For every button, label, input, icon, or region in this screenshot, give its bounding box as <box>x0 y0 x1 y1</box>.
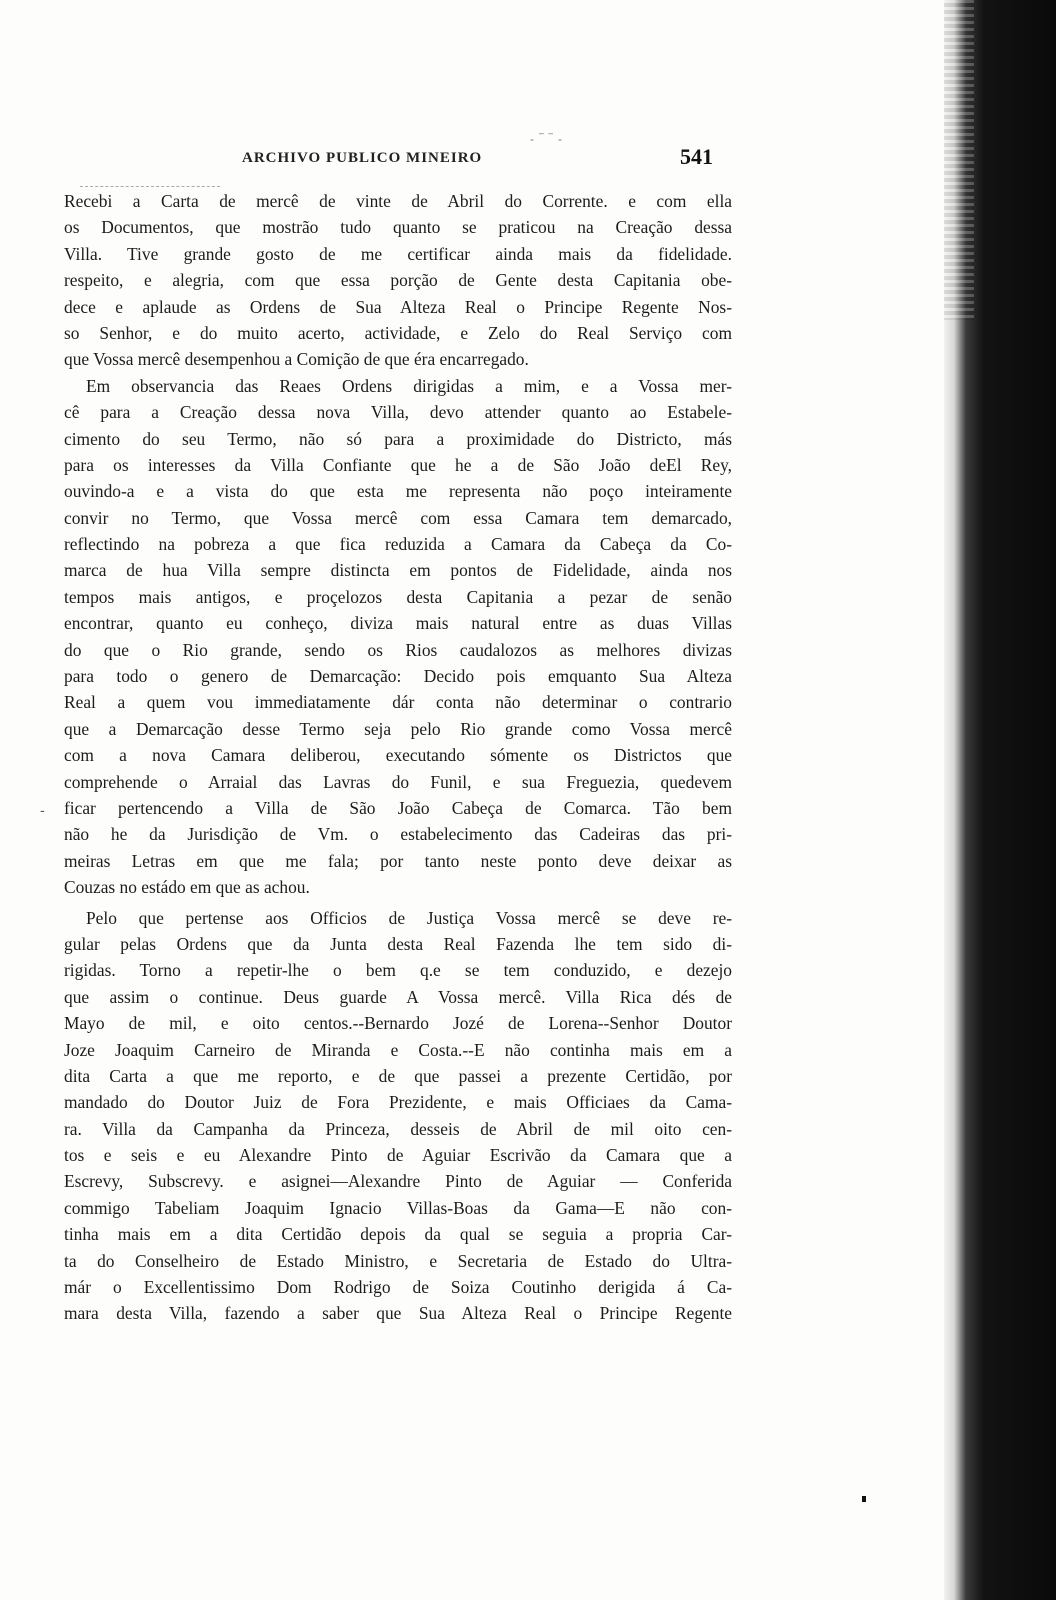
text-line: do que o Rio grande, sendo os Rios caudalozos as melhores divizas <box>64 639 732 660</box>
text-line: Joze Joaquim Carneiro de Miranda e Costa.--E não continha mais em a <box>64 1039 732 1060</box>
text-line: cimento do seu Termo, não só para a proximidade do Districto, más <box>64 428 732 449</box>
text-line: rigidas. Torno a repetir-lhe o bem q.e se tem conduzido, e dezejo <box>64 960 732 981</box>
text-line: meiras Letras em que me fala; por tanto neste ponto deve deixar as <box>64 850 732 871</box>
text-line: Couzas no estádo em que as achou. <box>64 877 310 898</box>
text-line: tinha mais em a dita Certidão depois da qual se seguia a propria Car- <box>64 1224 732 1245</box>
text-line: tos e seis e eu Alexandre Pinto de Aguiar Escrivão da Camara que a <box>64 1145 732 1166</box>
text-line: ficar pertencendo a Villa de São João Cabeça de Comarca. Tão bem <box>64 797 732 818</box>
text-line: so Senhor, e do muito acerto, actividade, e Zelo do Real Serviço com <box>64 322 732 343</box>
header-smudge-mark: - ‾ ‾ - <box>530 132 563 146</box>
text-line: Recebi a Carta de mercê de vinte de Abril do Corrente. e com ella <box>64 191 732 211</box>
text-line: para os interesses da Villa Confiante que he a de São João deEl Rey, <box>64 454 732 475</box>
stray-ink-mark <box>862 1496 866 1502</box>
text-line: már o Excellentissimo Dom Rodrigo de Soiza Coutinho derigida á Ca- <box>64 1277 732 1298</box>
text-line: cê para a Creação dessa nova Villa, devo attender quanto ao Estabele- <box>64 402 732 423</box>
text-line: Em observancia das Reaes Ordens dirigidas a mim, e a Vossa mer- <box>86 375 732 396</box>
running-title: ARCHIVO PUBLICO MINEIRO <box>242 150 483 166</box>
text-line: convir no Termo, que Vossa mercê com essa Camara tem demarcado, <box>64 507 732 528</box>
text-line: dece e aplaude as Ordens de Sua Alteza Real o Principe Regente Nos- <box>64 296 732 317</box>
text-line: Pelo que pertense aos Officios de Justiça Vossa mercê se deve re- <box>86 907 732 928</box>
text-line: que a Demarcação desse Termo seja pelo Rio grande como Vossa mercê <box>64 718 732 739</box>
text-line: Mayo de mil, e oito centos.--Bernardo Jozé de Lorena--Senhor Doutor <box>64 1013 732 1034</box>
text-line: ouvindo-a e a vista do que esta me representa não poço inteiramente <box>64 481 732 502</box>
text-line: mara desta Villa, fazendo a saber que Sua Alteza Real o Principe Regente <box>64 1303 732 1324</box>
text-line: que assim o continue. Deus guarde A Vossa mercê. Villa Rica dés de <box>64 986 732 1007</box>
text-line: para todo o genero de Demarcação: Decido pois emquanto Sua Alteza <box>64 666 732 687</box>
text-line: Real a quem vou immediatamente dár conta não determinar o contrario <box>64 692 732 713</box>
text-line: respeito, e alegria, com que essa porção de Gente desta Capitania obe- <box>64 270 732 291</box>
text-line: marca de hua Villa sempre distincta em pontos de Fidelidade, ainda nos <box>64 560 732 581</box>
page-number: 541 <box>680 144 713 169</box>
text-line: encontrar, quanto eu conheço, diviza mais natural entre as duas Villas <box>64 613 732 634</box>
text-line: reflectindo na pobreza a que fica reduzida a Camara da Cabeça da Co- <box>64 534 732 555</box>
text-line: que Vossa mercê desempenhou a Comição de que éra encarregado. <box>64 349 529 370</box>
text-line: tempos mais antigos, e proçelozos desta Capitania a pezar de senão <box>64 586 732 607</box>
text-line: com a nova Camara deliberou, executando sómente os Districtos que <box>64 745 732 766</box>
header-rule <box>80 186 220 187</box>
text-line: ra. Villa da Campanha da Princeza, desseis de Abril de mil oito cen- <box>64 1118 732 1139</box>
text-line: gular pelas Ordens que da Junta desta Real Fazenda lhe tem sido di- <box>64 933 732 954</box>
margin-mark: - <box>40 802 45 818</box>
binding-shadow-texture <box>944 0 974 320</box>
text-line: comprehende o Arraial das Lavras do Funil, e sua Freguezia, quedevem <box>64 771 732 792</box>
body-text <box>64 188 732 1327</box>
text-line: Villa. Tive grande gosto de me certificar ainda mais da fidelidade. <box>64 243 732 264</box>
text-line: dita Carta a que me reporto, e de que passei a prezente Certidão, por <box>64 1065 732 1086</box>
page-header <box>230 132 730 180</box>
text-line: os Documentos, que mostrão tudo quanto se praticou na Creação dessa <box>64 217 732 238</box>
text-line: commigo Tabeliam Joaquim Ignacio Villas-Boas da Gama—E não con- <box>64 1197 732 1218</box>
text-line: não he da Jurisdição de Vm. o estabelecimento das Cadeiras das pri- <box>64 824 732 845</box>
text-line: Escrevy, Subscrevy. e asignei—Alexandre Pinto de Aguiar — Conferida <box>64 1171 732 1192</box>
text-line: mandado do Doutor Juiz de Fora Prezidente, e mais Officiaes da Cama- <box>64 1092 732 1113</box>
text-line: ta do Conselheiro de Estado Ministro, e Secretaria de Estado do Ultra- <box>64 1250 732 1271</box>
